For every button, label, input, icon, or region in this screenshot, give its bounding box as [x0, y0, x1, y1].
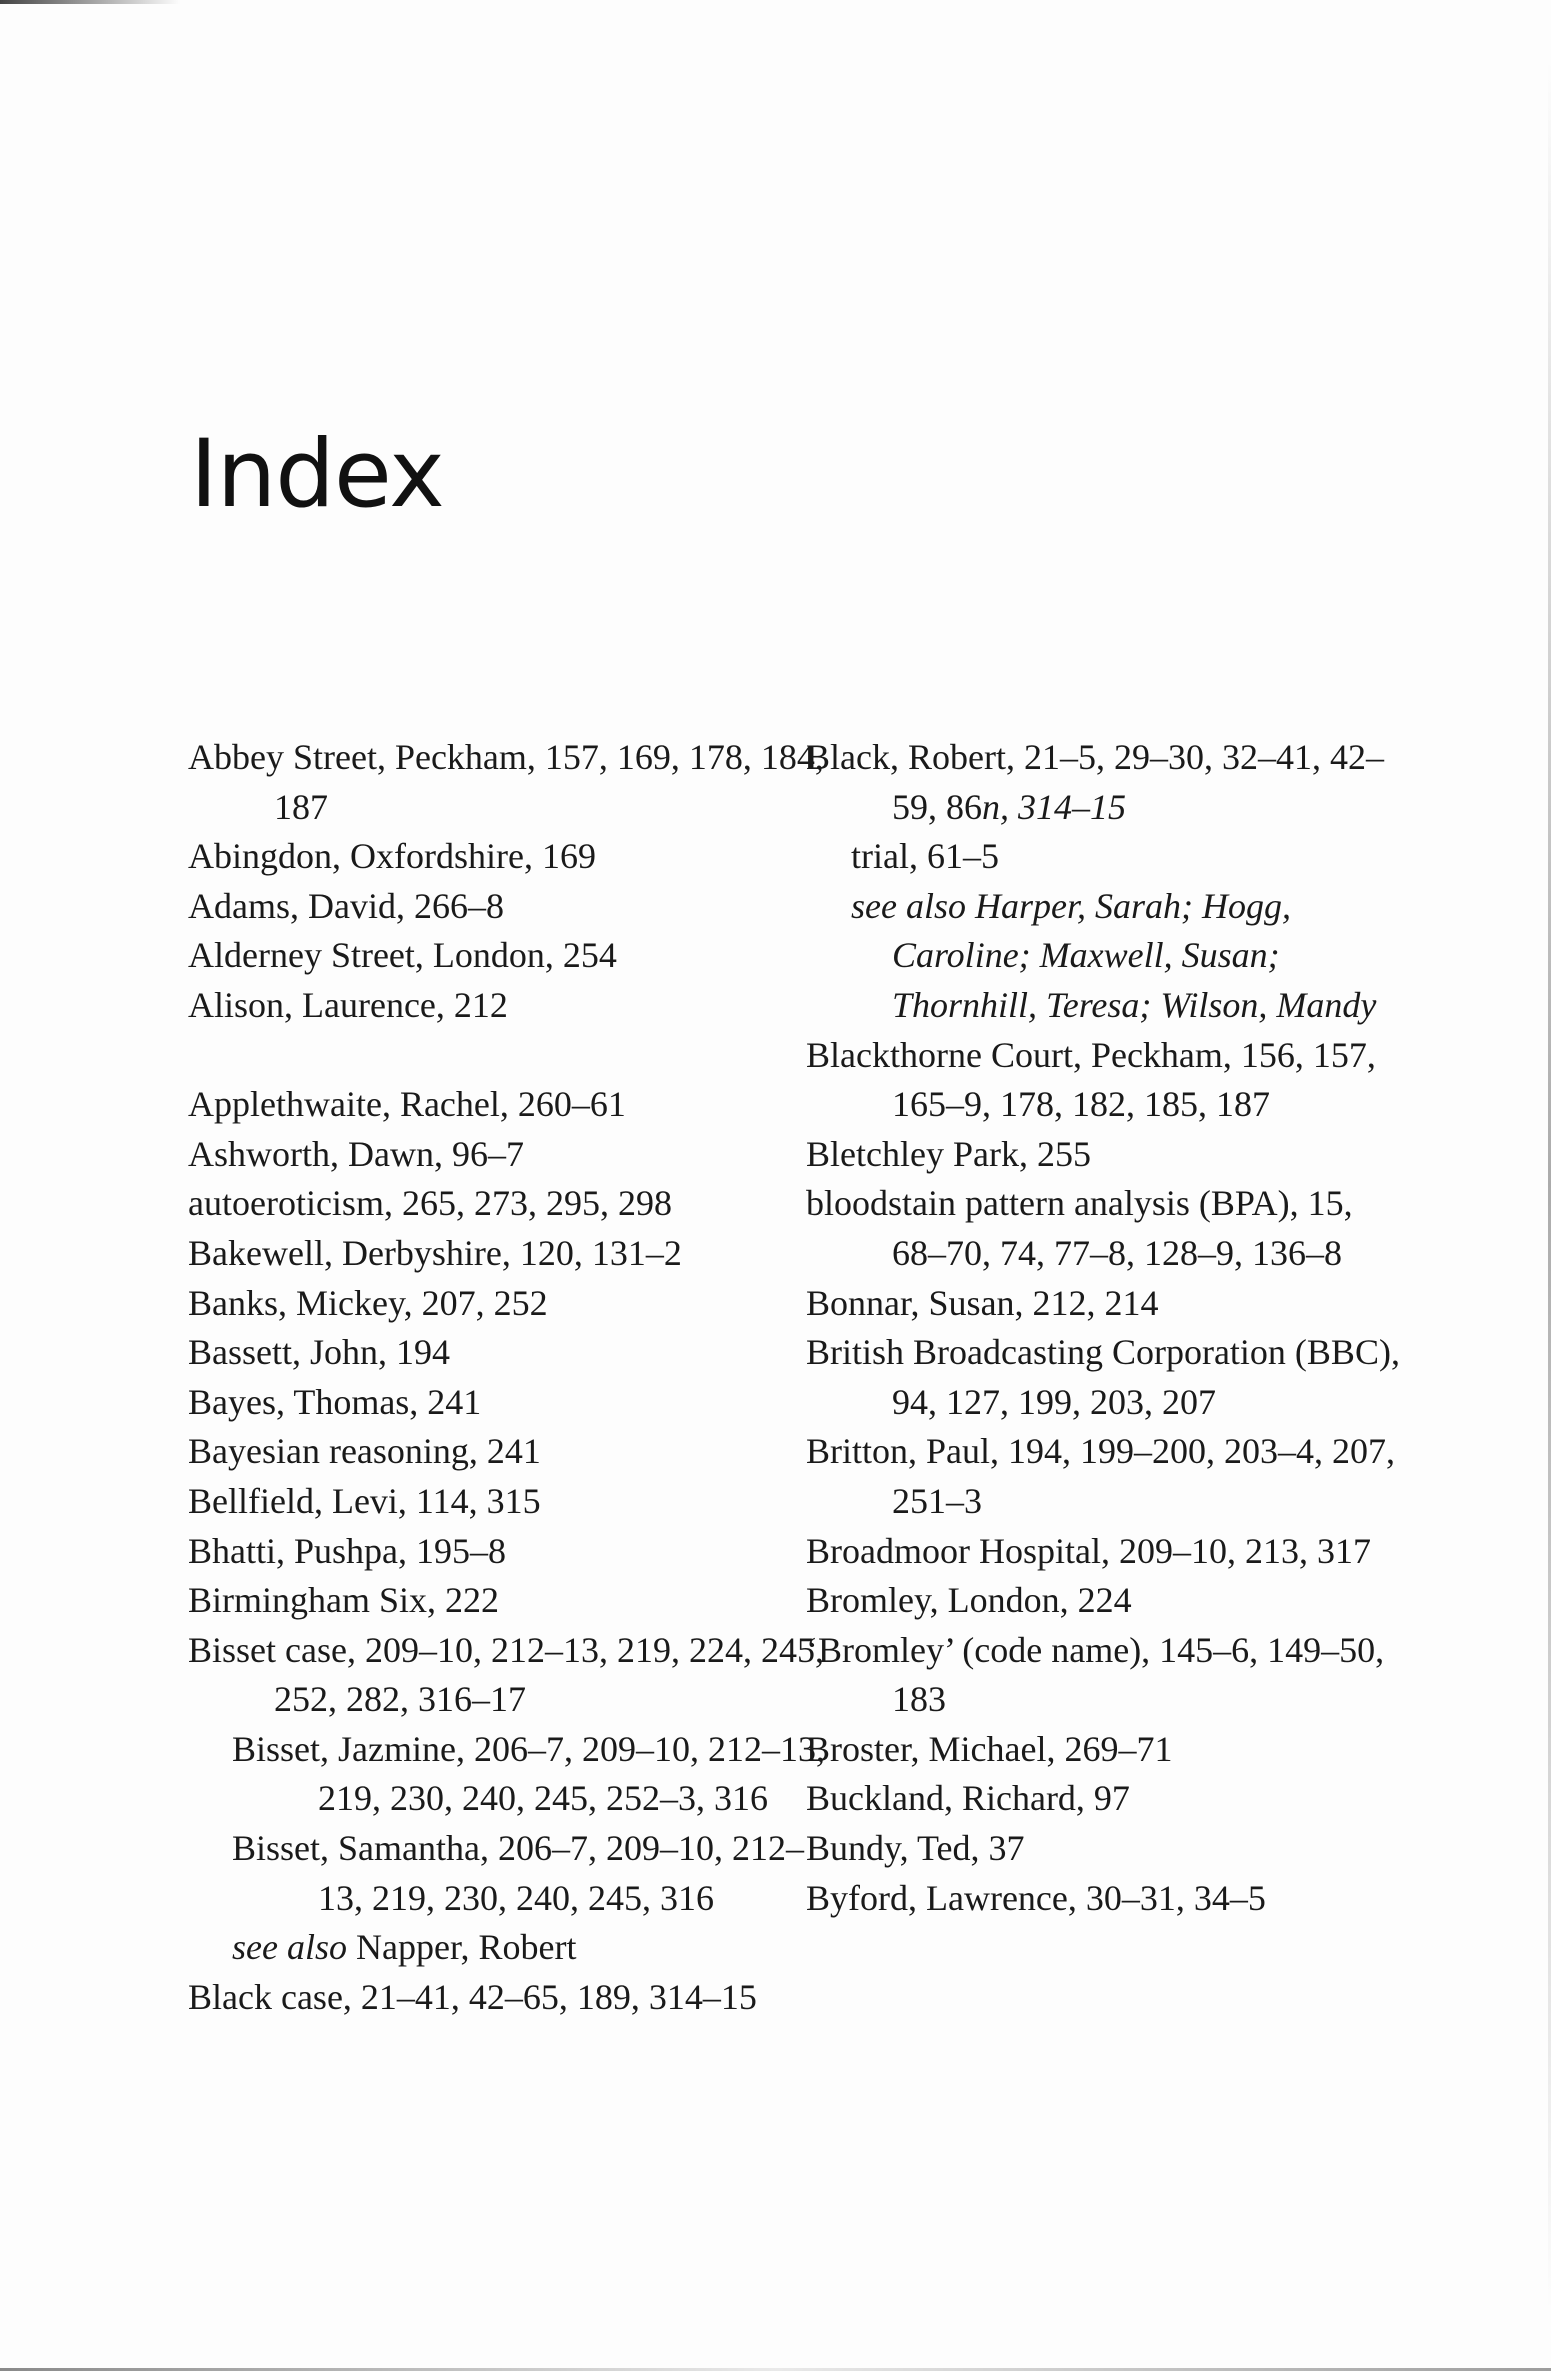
index-entry: Bundy, Ted, 37: [806, 1828, 1025, 1869]
index-entry: Blackthorne Court, Peckham, 156, 157, 165–9, 178, 182, 185, 187: [806, 1034, 1376, 1125]
index-entry: Bayesian reasoning, 241: [188, 1431, 541, 1472]
index-entry: Bisset case, 209–10, 212–13, 219, 224, 245, 252, 282, 316–17: [188, 1629, 824, 1720]
index-subentry: trial, 61–5: [851, 836, 999, 877]
index-entry: Buckland, Richard, 97: [806, 1778, 1130, 1819]
index-entry: Bromley, London, 224: [806, 1580, 1132, 1621]
index-entry: Bakewell, Derbyshire, 120, 131–2: [188, 1232, 682, 1273]
page-title: Index: [190, 420, 444, 529]
index-entry: Birmingham Six, 222: [188, 1580, 500, 1621]
index-entry: Abingdon, Oxfordshire, 169: [188, 836, 596, 877]
entry-text: Black, Robert, 21–5, 29–30, 32–41, 42–59, 86: [806, 737, 1384, 827]
index-entry: bloodstain pattern analysis (BPA), 15, 68–70, 74, 77–8, 128–9, 136–8: [806, 1183, 1353, 1273]
index-entry: Banks, Mickey, 207, 252: [188, 1282, 548, 1323]
entry-text-italic: n, 314–15: [982, 786, 1126, 827]
index-subentry: Bisset, Samantha, 206–7, 209–10, 212–13, 219, 230, 240, 245, 316: [232, 1828, 804, 1918]
see-also-label: see also: [232, 1927, 347, 1968]
index-entry: Bletchley Park, 255: [806, 1133, 1091, 1174]
index-entry: Broadmoor Hospital, 209–10, 213, 317: [806, 1530, 1371, 1571]
index-entry: autoeroticism, 265, 273, 295, 298: [188, 1183, 672, 1224]
index-column-left: [188, 733, 828, 2022]
index-entry: Alison, Laurence, 212: [188, 984, 508, 1025]
index-entry: Abbey Street, Peckham, 157, 169, 178, 184, 187: [188, 737, 824, 827]
index-entry: [806, 733, 1406, 832]
index-entry: Bassett, John, 194: [188, 1332, 451, 1373]
index-subentry: Bisset, Jazmine, 206–7, 209–10, 212–13, 219, 230, 240, 245, 252–3, 316: [232, 1728, 825, 1819]
index-entry: Bhatti, Pushpa, 195–8: [188, 1530, 507, 1571]
index-see-also: see also Harper, Sarah; Hogg, Caroline; Maxwell, Susan; Thornhill, Teresa; Wilson, Mandy: [851, 885, 1377, 1025]
index-entry: Broster, Michael, 269–71: [806, 1728, 1173, 1769]
index-column-right: [806, 733, 1406, 1923]
index-entry: Applethwaite, Rachel, 260–61: [188, 1084, 626, 1125]
see-also-target: Napper, Robert: [346, 1927, 577, 1968]
scan-edge-top: [0, 0, 180, 4]
index-see-also: [188, 1923, 828, 1973]
index-entry: Bonnar, Susan, 212, 214: [806, 1282, 1159, 1323]
index-entry: Byford, Lawrence, 30–31, 34–5: [806, 1877, 1266, 1918]
index-entry: Black case, 21–41, 42–65, 189, 314–15: [188, 1976, 757, 2017]
index-entry: Adams, David, 266–8: [188, 885, 504, 926]
index-entry: ‘Bromley’ (code name), 145–6, 149–50, 183: [806, 1629, 1385, 1720]
index-entry: Alderney Street, London, 254: [188, 935, 617, 976]
index-entry: Britton, Paul, 194, 199–200, 203–4, 207, 251–3: [806, 1431, 1396, 1521]
index-entry: Ashworth, Dawn, 96–7: [188, 1133, 524, 1174]
index-entry: Bayes, Thomas, 241: [188, 1381, 482, 1422]
index-entry: British Broadcasting Corporation (BBC), 94, 127, 199, 203, 207: [806, 1332, 1400, 1422]
index-entry: Bellfield, Levi, 114, 315: [188, 1480, 541, 1521]
